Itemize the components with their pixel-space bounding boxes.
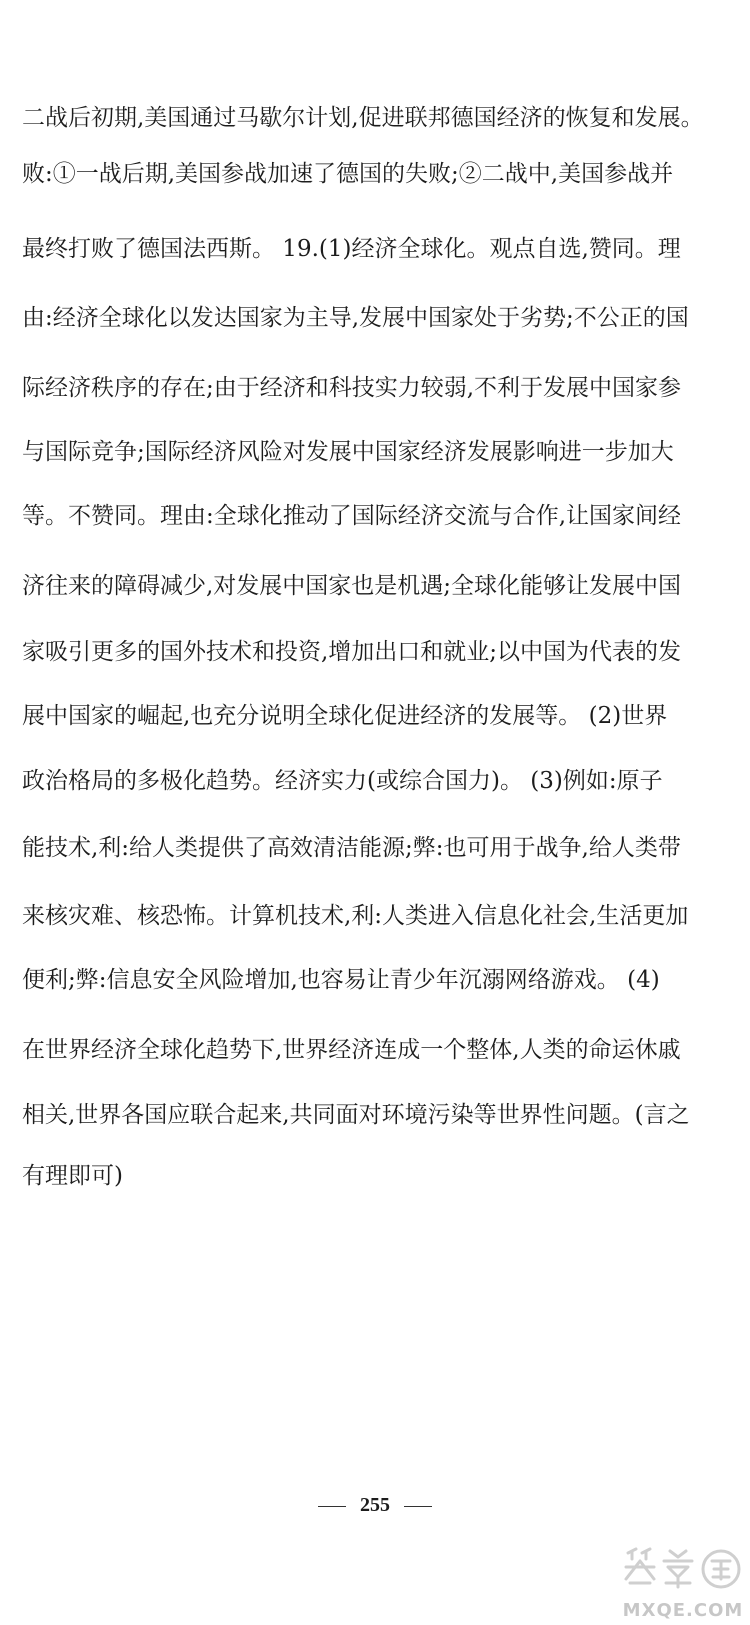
page-number (0, 1492, 750, 1518)
watermark-url: MXQE.COM (622, 1600, 744, 1621)
text-line: 济往来的障碍减少,对发展中国家也是机遇;全球化能够让发展中国 (22, 573, 682, 599)
text-line: 二战后初期,美国通过马歇尔计划,促进联邦德国经济的恢复和发展。 (22, 105, 704, 131)
watermark (618, 1545, 748, 1621)
text-line: 有理即可) (22, 1163, 123, 1189)
text-line: 最终打败了德国法西斯。 19.(1)经济全球化。观点自选,赞同。理 (22, 236, 681, 262)
text-line: 能技术,利:给人类提供了高效清洁能源;弊:也可用于战争,给人类带 (22, 835, 681, 861)
text-line: 由:经济全球化以发达国家为主导,发展中国家处于劣势;不公正的国 (22, 305, 689, 331)
text-line: 等。不赞同。理由:全球化推动了国际经济交流与合作,让国家间经 (22, 503, 682, 529)
page-number-dash-left (318, 1506, 346, 1507)
watermark-logo (618, 1545, 748, 1591)
text-line: 与国际竞争;国际经济风险对发展中国家经济发展影响进一步加大 (22, 439, 674, 465)
page-number-dash-right (404, 1506, 432, 1507)
text-line: 际经济秩序的存在;由于经济和科技实力较弱,不利于发展中国家参 (22, 375, 682, 401)
text-line: 政治格局的多极化趋势。经济实力(或综合国力)。 (3)例如:原子 (22, 768, 663, 794)
page-number-text: 255 (360, 1494, 390, 1516)
text-line: 在世界经济全球化趋势下,世界经济连成一个整体,人类的命运休戚 (22, 1037, 681, 1063)
text-line: 败:①一战后期,美国参战加速了德国的失败;②二战中,美国参战并 (22, 161, 674, 187)
text-line: 来核灾难、核恐怖。计算机技术,利:人类进入信息化社会,生活更加 (22, 903, 689, 929)
text-line: 相关,世界各国应联合起来,共同面对环境污染等世界性问题。(言之 (22, 1102, 690, 1128)
text-line: 家吸引更多的国外技术和投资,增加出口和就业;以中国为代表的发 (22, 639, 682, 665)
text-line: 展中国家的崛起,也充分说明全球化促进经济的发展等。 (2)世界 (22, 703, 668, 729)
text-line: 便利;弊:信息安全风险增加,也容易让青少年沉溺网络游戏。 (4) (22, 967, 660, 993)
